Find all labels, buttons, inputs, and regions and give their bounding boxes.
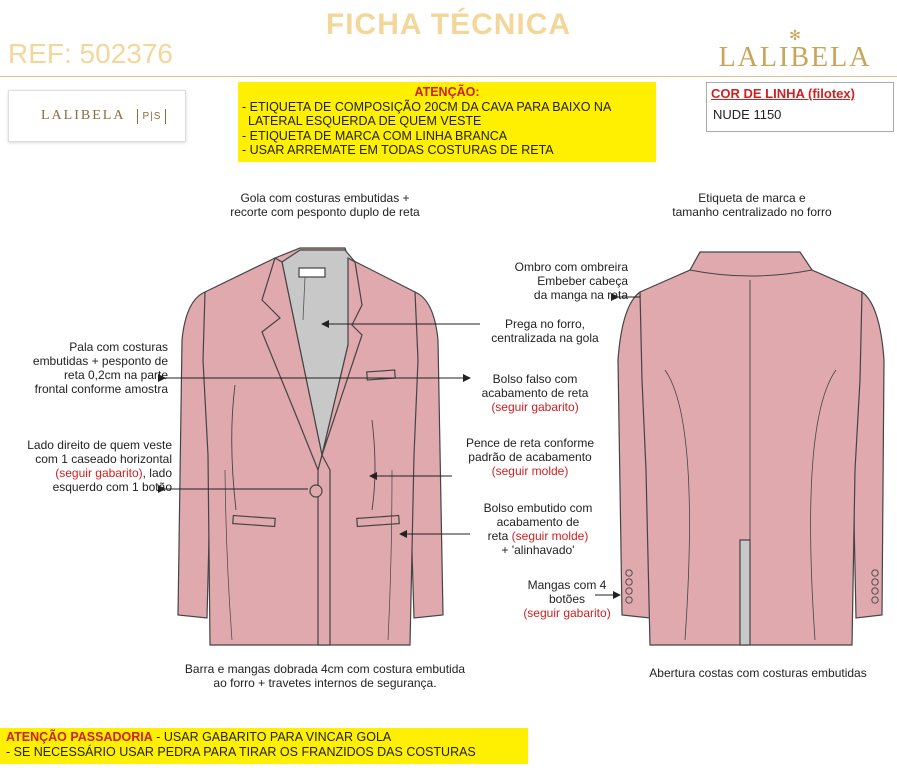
- note-line: recorte com pesponto duplo de reta: [230, 205, 420, 219]
- note-false-pocket: [470, 372, 600, 414]
- ironing-label: ATENÇÃO PASSADORIA: [6, 730, 153, 744]
- note-line: Pence de reta conforme: [465, 436, 595, 450]
- note-line: centralizada na gola: [491, 331, 599, 345]
- note-line: Etiqueta de marca e: [698, 191, 806, 205]
- note-line: Ombro com ombreira: [514, 260, 628, 274]
- back-jacket: [618, 252, 884, 645]
- note-yoke: [8, 340, 168, 396]
- note-line: Pala com costuras: [69, 340, 168, 354]
- note-line: Barra e mangas dobrada 4cm com costura embutida: [184, 662, 466, 676]
- note-line: (seguir gabarito): [523, 606, 611, 620]
- attention-line: LATERAL ESQUERDA DE QUEM VESTE: [248, 114, 482, 128]
- attention-line: - USAR ARREMATE EM TODAS COSTURAS DE RETA: [242, 143, 554, 157]
- ironing-line: - USAR GABARITO PARA VINCAR GOLA: [152, 730, 392, 744]
- attention-line: - ETIQUETA DE MARCA COM LINHA BRANCA: [242, 128, 508, 143]
- front-jacket: [178, 248, 443, 645]
- note-line: da manga na reta: [533, 288, 628, 302]
- note-line: embutidas + pesponto de: [32, 354, 168, 368]
- note-line: ao forro + travetes internos de segurança.: [213, 676, 437, 690]
- thread-color-value: NUDE 1150: [713, 107, 782, 122]
- note-line: Lado direito de quem veste: [27, 438, 172, 452]
- note-hem: [160, 662, 490, 690]
- note-line: Embeber cabeça: [537, 274, 628, 288]
- back-vent: [740, 540, 750, 645]
- note-line: Abertura costas com costuras embutidas: [649, 666, 867, 680]
- note-line: (seguir molde): [491, 464, 569, 478]
- note-line: Bolso embutido com: [483, 501, 593, 515]
- reference-code: REF: 502376: [8, 38, 173, 69]
- label-logo-text: LALIBELA: [41, 108, 126, 123]
- note-line: esquerdo com 1 botão: [52, 480, 172, 494]
- ironing-line: - SE NECESSÁRIO USAR PEDRA PARA TIRAR OS FRANZIDOS DAS COSTURAS: [6, 745, 476, 759]
- note-dart: [450, 436, 610, 478]
- note-line: Prega no forro,: [504, 317, 586, 331]
- back-body: [640, 252, 862, 645]
- note-collar: [205, 191, 445, 219]
- note-line: com 1 caseado horizontal: [35, 452, 172, 466]
- note-line: (seguir gabarito): [491, 400, 579, 414]
- note-pleat: [480, 317, 610, 345]
- note-back-label: [652, 191, 852, 219]
- front-button: [310, 485, 322, 497]
- note-buttonhole: [4, 438, 172, 494]
- label-logo-suffix: P|S: [137, 109, 166, 124]
- note-line: (seguir gabarito): [55, 466, 143, 480]
- note-line: reta 0,2cm na parte: [63, 368, 168, 382]
- note-line: reta: [487, 529, 512, 543]
- page-title: FICHA TÉCNICA: [325, 8, 572, 41]
- note-line: botões: [548, 592, 586, 606]
- note-back-vent: [628, 666, 888, 680]
- note-line: acabamento de: [496, 515, 580, 529]
- note-shoulder: [488, 260, 628, 302]
- note-line: frontal conforme amostra: [34, 382, 168, 396]
- bee-icon: ✻: [789, 27, 801, 43]
- note-line: , lado: [142, 466, 172, 480]
- note-line: (seguir molde): [511, 529, 589, 543]
- note-sleeve-buttons: [515, 578, 619, 620]
- attention-heading: ATENÇÃO:: [414, 85, 480, 99]
- ironing-instructions: [0, 728, 528, 764]
- note-line: Gola com costuras embutidas +: [240, 191, 410, 205]
- thread-color-label: COR DE LINHA (filotex): [711, 86, 855, 101]
- note-line: padrão de acabamento: [468, 450, 592, 464]
- attention-line: - ETIQUETA DE COMPOSIÇÃO 20CM DA CAVA PARA BAIXO NA: [242, 99, 612, 114]
- note-welt-pocket: [468, 501, 608, 557]
- note-line: acabamento de reta: [481, 386, 589, 400]
- neck-label: [299, 268, 325, 277]
- brand-name: LALIBELA: [718, 42, 872, 73]
- note-line: tamanho centralizado no forro: [672, 205, 832, 219]
- front-closure: [318, 455, 330, 645]
- note-line: Bolso falso com: [492, 372, 578, 386]
- note-line: + 'alinhavado': [501, 543, 575, 557]
- note-line: Mangas com 4: [527, 578, 607, 592]
